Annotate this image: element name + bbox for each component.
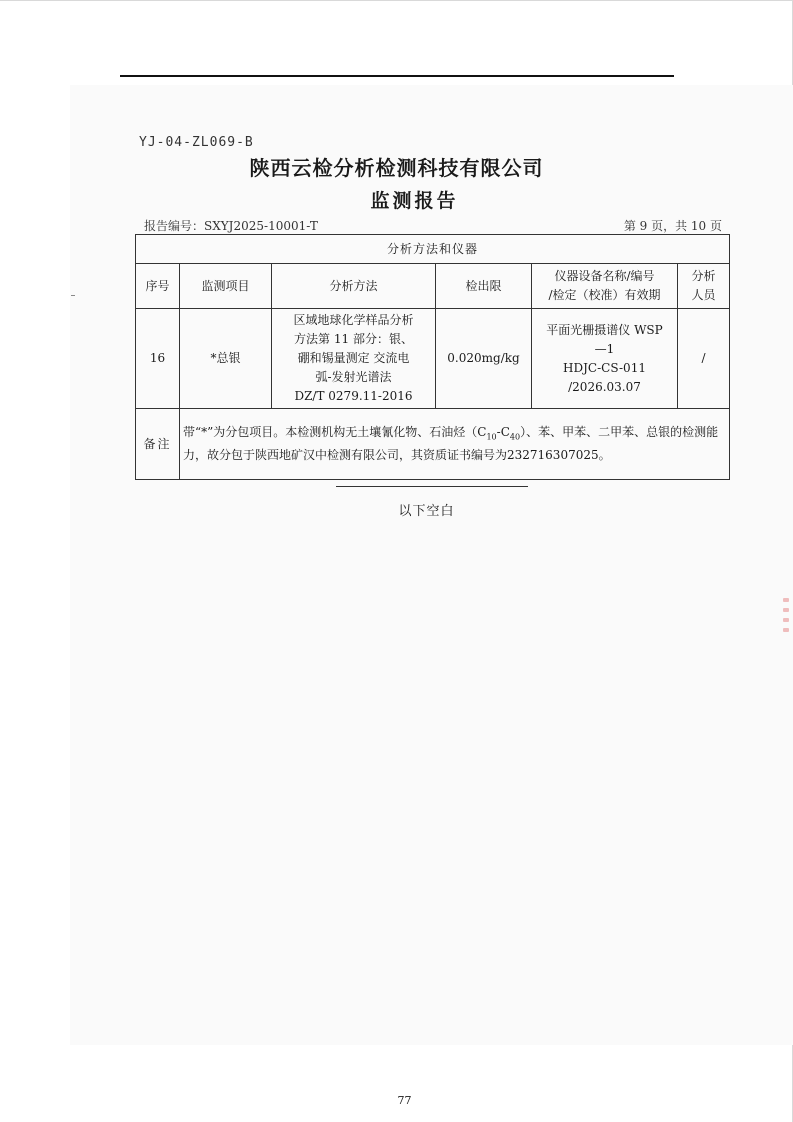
method-line: 弧-发射光谱法 — [315, 370, 392, 384]
note-subscript-1: 10 — [486, 432, 497, 442]
header-analyst — [678, 264, 730, 309]
header-instrument-line: 仪器设备名称/编号 — [554, 269, 655, 283]
stamp-mark — [783, 598, 789, 602]
header-limit: 检出限 — [436, 264, 532, 309]
table-row — [136, 309, 730, 409]
table-title: 分析方法和仪器 — [136, 235, 730, 264]
blank-below-text: 以下空白 — [398, 504, 455, 519]
margin-mark — [71, 295, 75, 296]
instrument-line: —1 — [594, 341, 615, 356]
document-code: YJ-04-ZL069-B — [139, 135, 254, 150]
analysis-methods-table — [135, 234, 730, 480]
method-line: DZ/T 0279.11-2016 — [294, 389, 413, 403]
table-header-row — [136, 264, 730, 309]
cell-no: 16 — [136, 309, 180, 409]
method-line: 方法第 11 部分：银、 — [294, 332, 413, 346]
cell-limit: 0.020mg/kg — [436, 309, 532, 409]
cell-instrument — [532, 309, 678, 409]
page-number: 77 — [397, 1094, 412, 1107]
header-rule — [120, 75, 674, 77]
report-title: 监测报告 — [370, 190, 459, 212]
page-info: 第 9 页，共 10 页 — [623, 219, 722, 233]
note-text — [180, 409, 730, 480]
method-line: 区域地球化学样品分析 — [293, 313, 414, 327]
header-instrument-line: /检定（校准）有效期 — [548, 288, 661, 302]
instrument-line: HDJC-CS-011 — [563, 360, 646, 375]
stamp-mark — [783, 618, 789, 622]
end-rule — [336, 486, 528, 487]
header-item: 监测项目 — [180, 264, 272, 309]
header-analyst-line: 分析 — [691, 269, 716, 283]
stamp-mark — [783, 608, 789, 612]
report-number: 报告编号：SXYJ2025-10001-T — [144, 219, 318, 233]
header-no: 序号 — [136, 264, 180, 309]
header-instrument — [532, 264, 678, 309]
instrument-line: /2026.03.07 — [568, 379, 641, 394]
instrument-line: 平面光栅摄谱仪 WSP — [546, 322, 663, 337]
cell-method — [272, 309, 436, 409]
cell-analyst: / — [678, 309, 730, 409]
header-analyst-line: 人员 — [691, 288, 716, 302]
note-label: 备注 — [136, 409, 180, 480]
company-name: 陕西云检分析检测科技有限公司 — [249, 156, 544, 180]
note-dash: -C — [496, 424, 510, 439]
page-edge-top — [0, 0, 793, 1]
cell-item: *总银 — [180, 309, 272, 409]
header-method: 分析方法 — [272, 264, 436, 309]
note-part-1: 带“*”为分包项目。本检测机构无土壤氰化物、石油烃（C — [183, 424, 487, 439]
table-title-row — [136, 235, 730, 264]
seal-stamp-edge — [781, 592, 791, 652]
note-part-2: ）、苯、甲苯、二甲苯、总银的检测能力，故分包于陕西地矿汉中检测有限公司，其资质证书编号为232716307025。 — [183, 424, 719, 463]
note-row — [136, 409, 730, 480]
stamp-mark — [783, 628, 789, 632]
note-subscript-2: 40 — [509, 432, 521, 442]
method-line: 硼和锡量测定 交流电 — [297, 351, 410, 365]
